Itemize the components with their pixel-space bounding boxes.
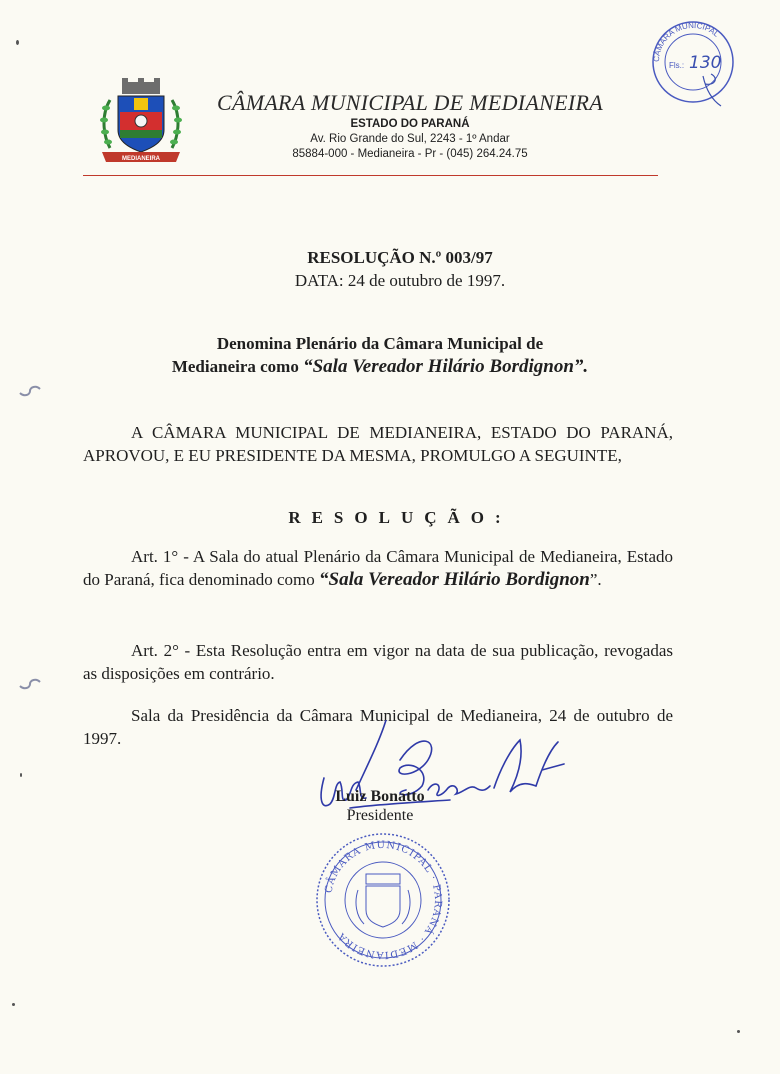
subject-line-2	[110, 356, 650, 378]
punch-hole-mark	[18, 383, 42, 404]
signatory-name: Luiz Bonatto	[335, 788, 425, 805]
paper-speck	[737, 1030, 740, 1033]
resolution-number: RESOLUÇÃO N.º 003/97	[307, 248, 493, 267]
signatory-role: Presidente	[346, 807, 414, 824]
official-seal	[308, 830, 458, 970]
article-1-text: Art. 1° - A Sala do atual Plenário da Câmara Municipal de Medianeira, Estado do Paraná, fica denominado como	[83, 547, 673, 589]
chamber-title: CÂMARA MUNICIPAL DE MEDIANEIRA	[216, 90, 603, 115]
header-divider	[83, 175, 658, 176]
article-1	[83, 546, 673, 591]
subject-room-name: “Sala Vereador Hilário Bordignon”.	[303, 356, 589, 377]
paper-speck	[12, 1003, 15, 1006]
svg-text:CÂMARA MUNICIPAL · PARANÁ · ME: CÂMARA MUNICIPAL · PARANÁ · MEDIANEIRA	[323, 839, 444, 961]
article-1-room-name: “Sala Vereador Hilário Bordignon	[319, 568, 590, 590]
address-line-1: Av. Rio Grande do Sul, 2243 - 1º Andar	[310, 133, 510, 145]
paper-speck	[16, 40, 19, 45]
punch-hole-mark	[18, 676, 42, 697]
subject-line-2-prefix: Medianeira como	[171, 357, 304, 376]
page-number-stamp	[645, 16, 745, 108]
svg-text:MEDIANEIRA: MEDIANEIRA	[121, 156, 161, 162]
municipal-coat-of-arms	[98, 78, 184, 166]
resolution-heading: RESOLUÇÃO:	[288, 508, 512, 527]
svg-text:130: 130	[689, 53, 722, 73]
svg-text:CÂMARA MUNICIPAL: CÂMARA MUNICIPAL	[651, 20, 721, 63]
article-2: Art. 2° - Esta Resolução entra em vigor na data de sua publicação, revogadas as disposições em contrário.	[83, 641, 673, 683]
intro-paragraph: A CÂMARA MUNICIPAL DE MEDIANEIRA, ESTADO DO PARANÁ, APROVOU, E EU PRESIDENTE DA MESMA, PROMULGO A SEGUINTE,	[83, 423, 673, 465]
address-line-2: 85884-000 - Medianeira - Pr - (045) 264.24.75	[292, 148, 528, 160]
resolution-date: DATA: 24 de outubro de 1997.	[294, 271, 506, 290]
state-name: ESTADO DO PARANÁ	[350, 118, 470, 130]
closing-paragraph: Sala da Presidência da Câmara Municipal de Medianeira, 24 de outubro de 1997.	[83, 706, 673, 748]
svg-text:Fls.:: Fls.:	[669, 61, 685, 70]
article-1-suffix: ”.	[589, 569, 602, 589]
paper-speck	[20, 773, 22, 777]
subject-line-1: Denomina Plenário da Câmara Municipal de	[216, 334, 544, 353]
